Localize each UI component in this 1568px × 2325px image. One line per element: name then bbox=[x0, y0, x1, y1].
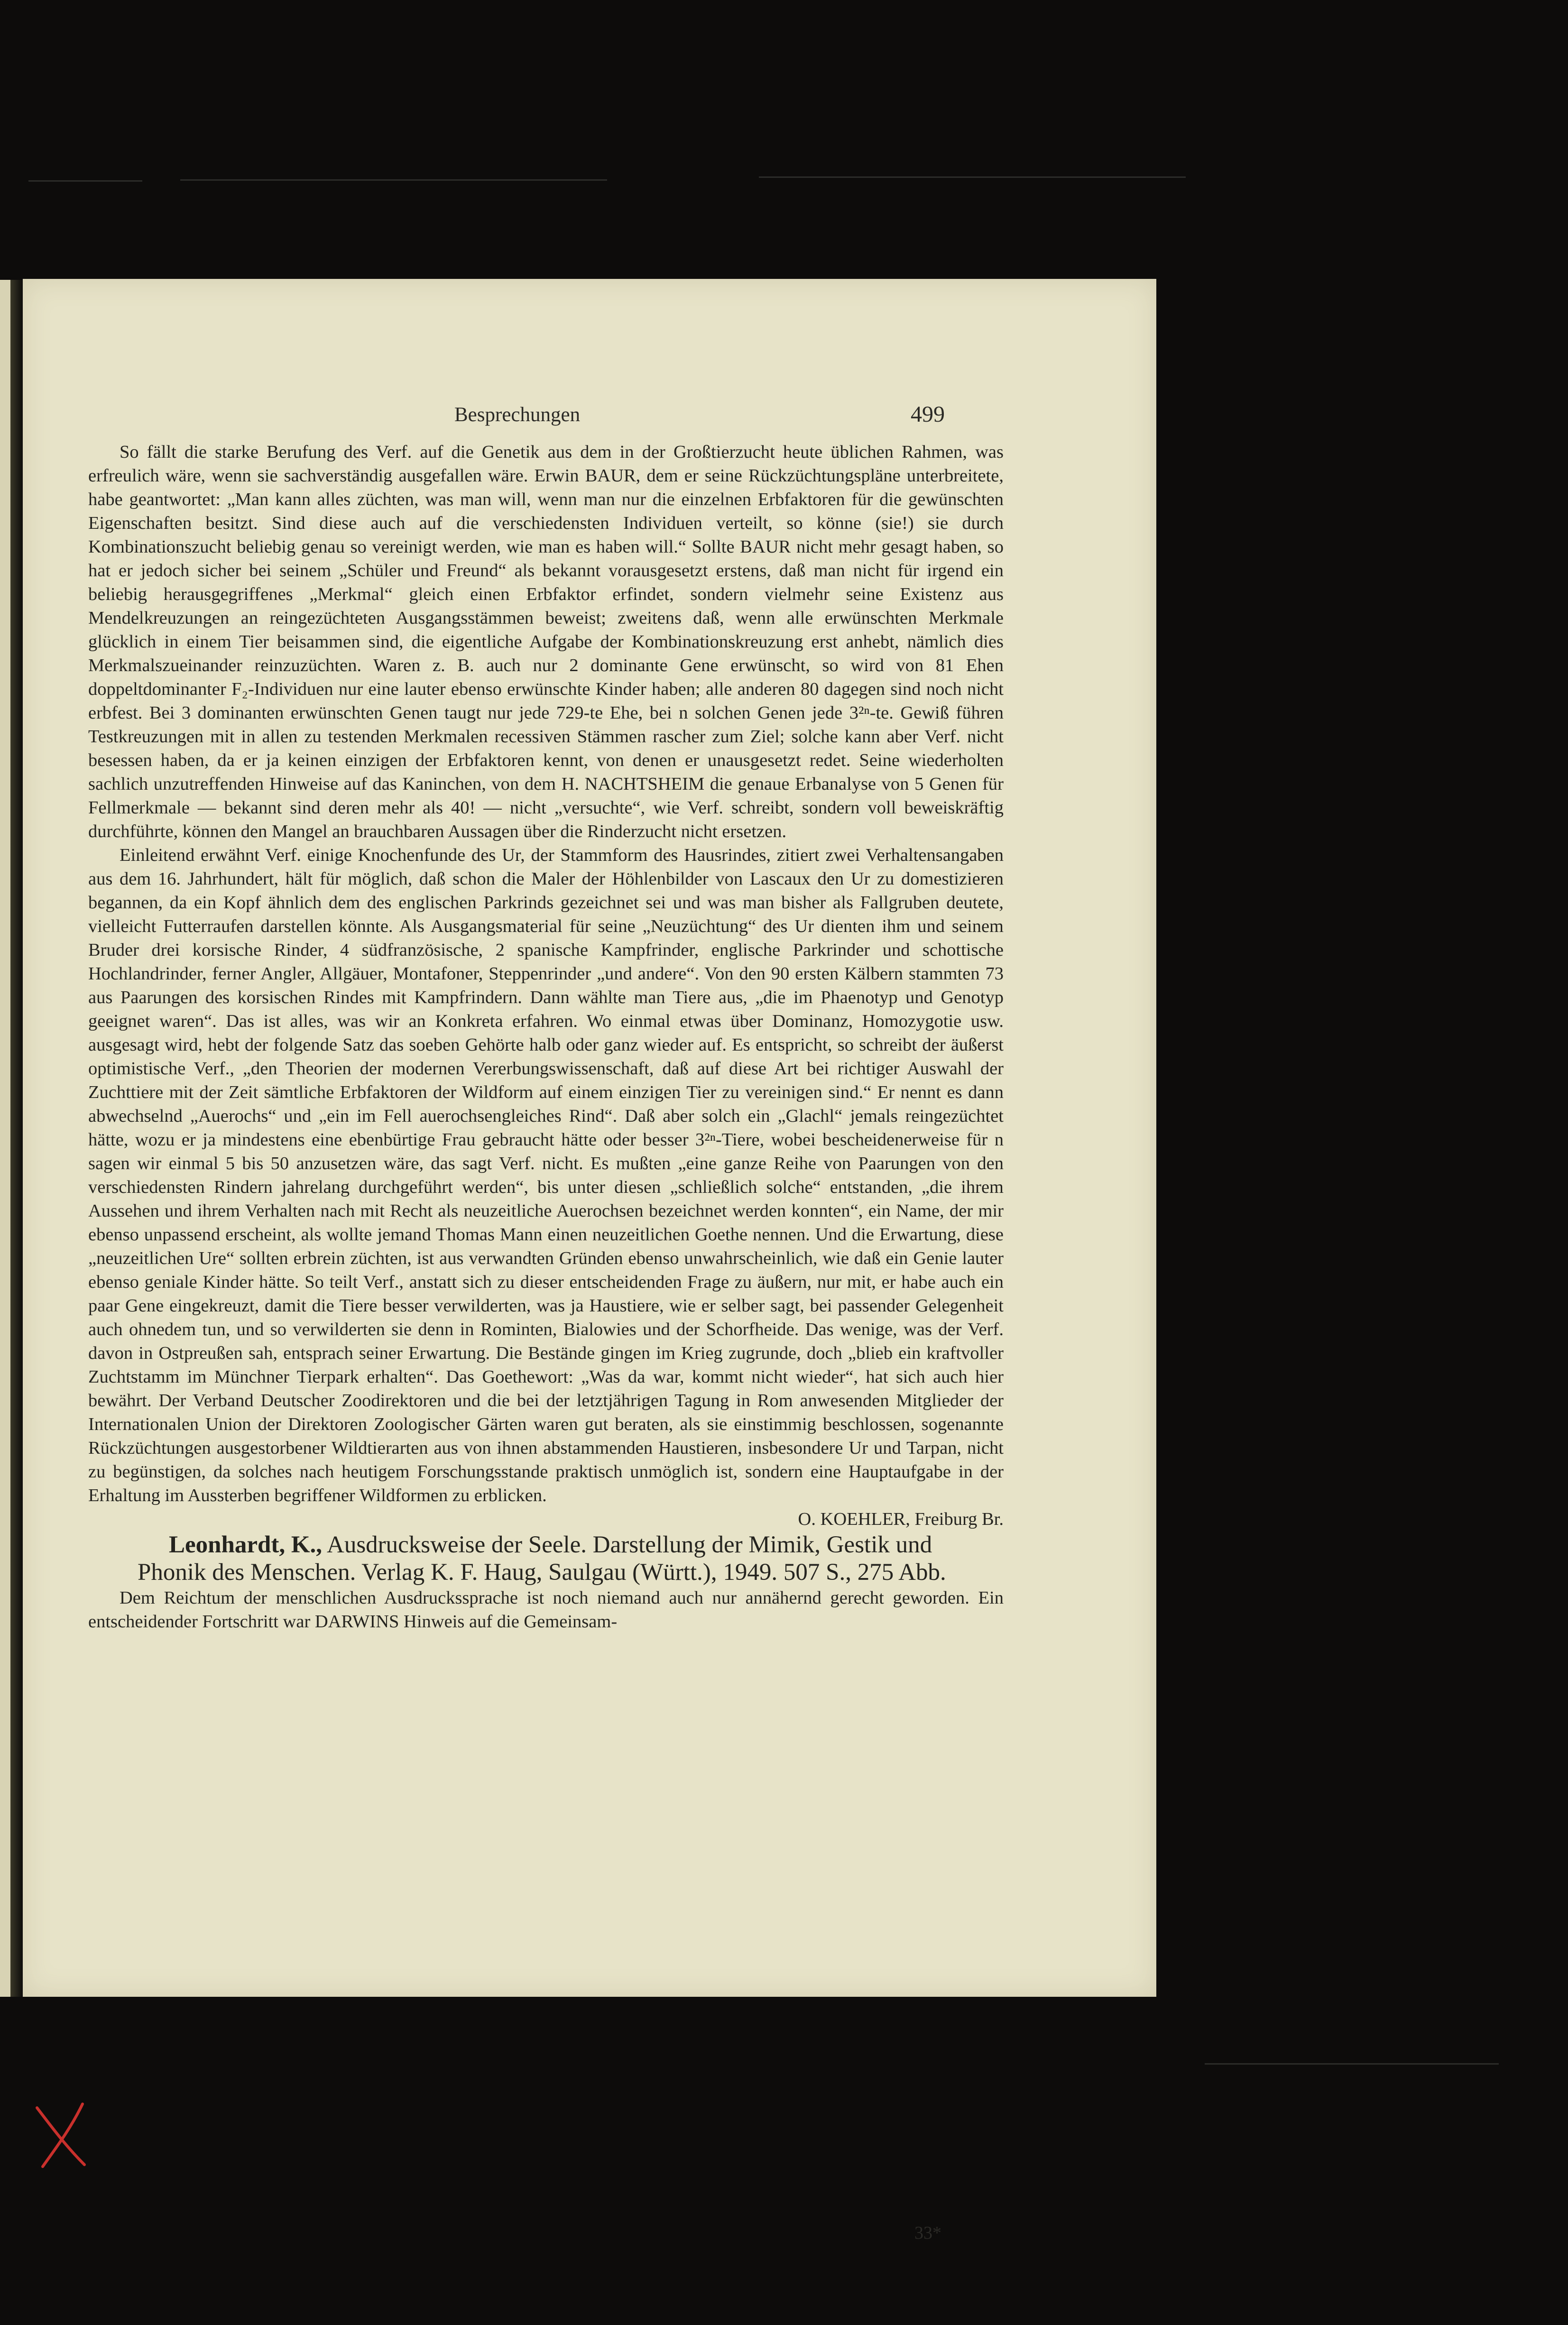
paragraph: So fällt die starke Berufung des Verf. auf die Genetik aus dem in der Großtierzucht heute üblichen Rahmen, was erfreulich wäre, wenn sie sachverständig ausgefallen wäre. Erwin BAUR, dem er seine Rückzüchtungspläne unterbreitete, habe geantwortet: „Man kann alles züchten, was man will, wenn man nur die einzelnen Erbfaktoren für die gewünschten Eigenschaften besitzt. Sind diese auch auf die verschiedensten Individuen verteilt, so könne (sie!) sie durch Kombinationszucht beliebig genau so vereinigt werden, wie man es haben will.“ Sollte BAUR nicht mehr gesagt haben, so hat er jedoch sicher bei seinem „Schüler und Freund“ als bekannt vorausgesetzt erstens, daß man nicht für irgend ein beliebig herausgegriffenes „Merkmal“ gleich einen Erbfaktor erfindet, sondern vielmehr seine Existenz aus Mendelkreuzungen an reingezüchteten Ausgangsstämmen beweist; zweitens daß, wenn alle erwünschten Merkmale glücklich in einem Tier beisammen sind, die eigentliche Aufgabe der Kombinationskreuzung erst anhebt, nämlich dies Merkmalszueinander reinzuzüchten. Waren z. B. auch nur 2 dominante Gene erwünscht, so wird von 81 Ehen doppeltdominanter F₂-Individuen nur eine lauter ebenso erwünschte Kinder haben; alle anderen 80 dagegen sind noch nicht erbfest. Bei 3 dominanten erwünschten Genen taugt nur jede 729-te Ehe, bei n solchen Genen jede 3²ⁿ-te. Gewiß führen Testkreuzungen mit in allen zu testenden Merkmalen recessiven Stämmen rascher zum Ziel; solche kann aber Verf. nicht besessen haben, da er ja keinen einzigen der Erbfaktoren kennt, von denen er unausgesetzt redet. Seine wiederholten sachlich unzutreffenden Hinweise auf das Kaninchen, von dem H. NACHTSHEIM die genaue Erbanalyse von 5 Genen für Fellmerkmale — bekannt sind deren mehr als 40! — nicht „versuchte“, wie Verf. schreibt, sondern voll beweiskräftig durchführte, können den Mangel an brauchbaren Aussagen über die Rinderzucht nicht ersetzen. bbox=[88, 442, 1004, 841]
book-page bbox=[23, 279, 1156, 2243]
review-text bbox=[88, 440, 1004, 1633]
scan-artifact bbox=[180, 179, 607, 181]
running-head: Besprechungen bbox=[454, 404, 581, 426]
paragraph: Einleitend erwähnt Verf. einige Knochenfunde des Ur, der Stammform des Hausrindes, zitiert zwei Verhaltensangaben aus dem 16. Jahrhundert, hält für möglich, daß schon die Maler der Höhlenbilder von Lascaux den Ur zu domestizieren begannen, da ein Kopf ähnlich dem des englischen Parkrinds gezeichnet sei und was man bisher als Fallgruben deutete, vielleicht Futterraufen darstellen könnte. Als Ausgangsmaterial für seine „Neuzüchtung“ des Ur dienten ihm und seinem Bruder drei korsische Rinder, 4 südfranzösische, 2 spanische Kampfrinder, englische Parkrinder und schottische Hochlandrinder, ferner Angler, Allgäuer, Montafoner, Steppenrinder „und andere“. Von den 90 ersten Kälbern stammten 73 aus Paarungen des korsischen Rindes mit Kampfrindern. Dann wählte man Tiere aus, „die im Phaenotyp und Genotyp geeignet waren“. Das ist alles, was wir an Konkreta erfahren. Wo einmal etwas über Dominanz, Homozygotie usw. ausgesagt wird, hebt der folgende Satz das soeben Gehörte halb oder ganz wieder auf. Es entspricht, so schreibt der äußerst optimistische Verf., „den Theorien der modernen Vererbungswissenschaft, daß auf diese Art bei richtiger Auswahl der Zuchttiere mit der Zeit sämtliche Erbfaktoren der Wildform auf einem einzigen Tier zu vereinigen sind.“ Er nennt es dann abwechselnd „Auerochs“ und „ein im Fell auerochsengleiches Rind“. Daß aber solch ein „Glachl“ jemals reingezüchtet hätte, wozu er ja mindestens eine ebenbürtige Frau gebraucht hätte oder besser 3²ⁿ-Tiere, wobei bescheidenerweise für n sagen wir einmal 5 bis 50 anzusetzen wäre, das sagt Verf. nicht. Es mußten „eine ganze Reihe von Paarungen von den verschiedensten Rindern jahrelang durchgeführt werden“, bis unter diesen „schließlich solche“ entstanden, „die ihrem Aussehen und ihrem Verhalten nach mit Recht als neuzeitliche Auerochsen bezeichnet werden konnten“, ein Name, der mir ebenso unpassend erscheint, als wollte jemand Thomas Mann einen neuzeitlichen Goethe nennen. Und die Erwartung, diese „neuzeitlichen Ure“ sollten erbrein züchten, ist aus verwandten Gründen ebenso unwahrscheinlich, wie daß ein Genie lauter ebenso geniale Kinder hätte. So teilt Verf., anstatt sich zu dieser entscheidenden Frage zu äußern, nur mit, er habe auch ein paar Gene eingekreuzt, damit die Tiere besser verwilderten, was ja Haustiere, wie er selber sagt, bei passender Gelegenheit auch ohnedem tun, und so verwilderten sie denn in Rominten, Bialowies und der Schorfheide. Das wenige, was der Verf. davon in Ostpreußen sah, entsprach seiner Erwartung. Die Bestände gingen im Krieg zugrunde, doch „blieb ein kraftvoller Zuchtstamm im Münchner Tierpark erhalten“. Das Goethewort: „Was da war, kommt nicht wieder“, hat sich auch hier bewährt. Der Verband Deutscher Zoodirektoren und die bei der letztjährigen Tagung in Rom anwesenden Mitglieder der Internationalen Union der Direktoren Zoologischer Gärten waren gut beraten, als sie einstimmig beschlossen, sogenannte Rückzüchtungen ausgestorbener Wildtierarten aus von ihnen abstammenden Haustieren, insbesondere Ur und Tarpan, nicht zu begünstigen, da solches nach heutigem Forschungsstande praktisch unmöglich ist, sondern eine Hauptaufgabe in der Erhaltung im Aussterben begriffener Wildformen zu erblicken. bbox=[88, 845, 1004, 1505]
bibliographic-entry bbox=[88, 1531, 1004, 1586]
page-header bbox=[23, 403, 1156, 432]
scan-artifact bbox=[28, 180, 142, 182]
facing-page-edge bbox=[0, 280, 10, 1997]
paragraph: Dem Reichtum der menschlichen Ausdruckssprache ist noch niemand auch nur annähernd gerecht geworden. Ein entscheidender Fortschritt war DARWINS Hinweis auf die Gemeinsam- bbox=[88, 1588, 1004, 1632]
entry-author: Leonhardt, K., bbox=[169, 1532, 323, 1558]
folio-signature: 33* bbox=[914, 2223, 941, 2243]
scan-artifact bbox=[1205, 2063, 1499, 2065]
reviewer-signature: O. KOEHLER, Freiburg Br. bbox=[798, 1509, 1004, 1529]
page-number: 499 bbox=[911, 402, 945, 427]
entry-citation: Ausdrucksweise der Seele. Darstellung der Mimik, Gestik und Phonik des Menschen. Verlag K. F. Haug, Saulgau (Württ.), 1949. 507 S., 275 Abb. bbox=[138, 1532, 946, 1586]
scan-artifact bbox=[759, 176, 1186, 178]
gutter-shadow bbox=[10, 280, 23, 1997]
handwritten-cross-mark bbox=[33, 2099, 89, 2170]
